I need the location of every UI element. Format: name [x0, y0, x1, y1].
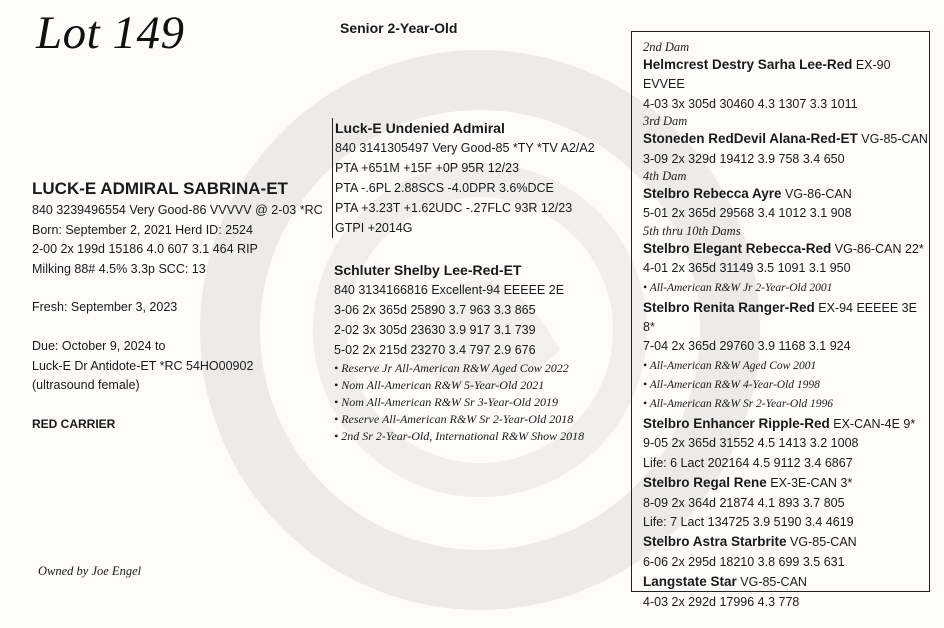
ancestor-name: Stelbro Rebecca Ayre: [643, 186, 782, 202]
ancestor-score: EX-CAN-4E 9*: [829, 416, 916, 431]
sire-line: PTA -.6PL 2.88SCS -4.0DPR 3.6%DCE: [335, 181, 554, 195]
class-label: Senior 2-Year-Old: [340, 20, 458, 36]
dam-honor: • Nom All-American R&W Sr 3-Year-Old 2019: [334, 395, 558, 409]
sire-line: 840 3141305497 Very Good-85 *TY *TV A2/A2: [335, 141, 595, 155]
ancestor-record: 8-09 2x 364d 21874 4.1 893 3.7 805: [643, 495, 845, 510]
ancestor-heading: [643, 55, 929, 95]
pedigree-box: [631, 31, 930, 609]
dam-honor: • 2nd Sr 2-Year-Old, International R&W Show 2018: [334, 429, 585, 443]
sire-line: PTA +3.23T +1.62UDC -.27FLC 93R 12/23: [335, 201, 573, 215]
dam-line: 5-02 2x 215d 23270 3.4 797 2.9 676: [334, 343, 536, 357]
ancestor-name: Stelbro Astra Starbrite: [643, 534, 787, 550]
ancestor-honor: • All-American R&W Jr 2-Year-Old 2001: [643, 281, 833, 294]
ancestor-score: VG-85-CAN: [857, 132, 928, 147]
section-label: 3rd Dam: [643, 114, 688, 129]
ancestor-record: 4-01 2x 365d 31149 3.5 1091 3.1 950: [643, 261, 851, 276]
dam-name: Schluter Shelby Lee-Red-ET: [334, 262, 522, 278]
section-label: 2nd Dam: [643, 40, 690, 54]
ancestor-honor: • All-American R&W Sr 2-Year-Old 1996: [643, 397, 834, 410]
dam-line: 2-02 3x 305d 23630 3.9 917 3.1 739: [334, 323, 536, 337]
ancestor-score: EX-94 EEEEE 3E 8*: [643, 300, 917, 335]
ancestor-heading: [643, 239, 929, 259]
ancestor-honor: • All-American R&W Aged Cow 2001: [643, 359, 817, 372]
dam-line: 840 3134166816 Excellent-94 EEEEE 2E: [334, 283, 565, 297]
subject-block: [32, 177, 332, 434]
ancestor-heading: [643, 532, 929, 552]
ancestor-name: Stelbro Elegant Rebecca-Red: [643, 240, 832, 256]
ancestor-name: Helmcrest Destry Sarha Lee-Red: [643, 57, 853, 72]
subject-line: Born: September 2, 2021 Herd ID: 2524: [32, 222, 253, 237]
dam-honor: • Reserve All-American R&W Sr 2-Year-Old 2018: [334, 412, 574, 426]
ancestor-heading: [643, 414, 929, 434]
ancestor-record: 6-06 2x 295d 18210 3.8 699 3.5 631: [643, 554, 845, 569]
sire-line: GTPI +2014G: [335, 221, 413, 235]
ancestor-name: Stelbro Renita Ranger-Red: [643, 299, 815, 315]
ancestor-score: VG-86-CAN 22*: [831, 241, 924, 256]
ancestor-heading: [643, 184, 929, 204]
sire-line: PTA +651M +15F +0P 95R 12/23: [335, 161, 520, 175]
dam-block: [334, 260, 629, 445]
lot-number: Lot 149: [36, 7, 185, 59]
carrier-status: RED CARRIER: [32, 416, 116, 431]
ancestor-record: 5-01 2x 365d 29568 3.4 1012 3.1 908: [643, 206, 852, 221]
ancestor-name: Stoneden RedDevil Alana-Red-ET: [643, 131, 858, 147]
ancestor-record: 9-05 2x 365d 31552 4.5 1413 3.2 1008: [643, 436, 859, 451]
sire-block: [332, 118, 630, 238]
owner-credit: Owned by Joe Engel: [38, 564, 142, 578]
ancestor-heading: [643, 572, 929, 592]
subject-line: Milking 88# 4.5% 3.3p SCC: 13: [32, 261, 206, 276]
ancestor-name: Stelbro Regal Rene: [643, 475, 767, 491]
ancestor-record: 4-03 3x 305d 30460 4.3 1307 3.3 1011: [643, 96, 858, 111]
section-label: 4th Dam: [643, 169, 687, 184]
ancestor-heading: [643, 298, 929, 338]
ancestor-record: 7-04 2x 365d 29760 3.9 1168 3.1 924: [643, 339, 851, 354]
ancestor-record: 4-03 2x 292d 17996 4.3 778: [643, 594, 800, 609]
ancestor-score: EX-90 EVVEE: [643, 58, 891, 92]
subject-line: 840 3239496554 Very Good-86 VVVVV @ 2-03 *RC: [32, 203, 323, 217]
ancestor-heading: [643, 473, 929, 493]
section-label: 5th thru 10th Dams: [643, 223, 741, 238]
ancestor-name: Langstate Star: [643, 574, 737, 590]
ancestor-score: VG-85-CAN: [736, 575, 807, 590]
ancestor-record: Life: 7 Lact 134725 3.9 5190 3.4 4619: [643, 514, 854, 529]
ancestor-name: Stelbro Enhancer Ripple-Red: [643, 415, 830, 431]
ancestor-heading: [643, 129, 929, 149]
ancestor-score: VG-85-CAN: [786, 535, 857, 550]
ancestor-record: Life: 6 Lact 202164 4.5 9112 3.4 6867: [643, 455, 853, 470]
due-line: Due: October 9, 2024 to: [32, 338, 166, 353]
dam-honor: • Nom All-American R&W 5-Year-Old 2021: [334, 378, 545, 392]
sire-name: Luck-E Undenied Admiral: [335, 120, 505, 136]
fresh-date: Fresh: September 3, 2023: [32, 300, 178, 315]
ancestor-honor: • All-American R&W 4-Year-Old 1998: [643, 378, 820, 391]
ancestor-score: EX-3E-CAN 3*: [766, 476, 853, 491]
due-line: (ultrasound female): [32, 378, 140, 393]
dam-honor: • Reserve Jr All-American R&W Aged Cow 2022: [334, 361, 569, 375]
dam-line: 3-06 2x 365d 25890 3.7 963 3.3 865: [334, 303, 536, 317]
subject-name: LUCK-E ADMIRAL SABRINA-ET: [32, 179, 288, 198]
ancestor-score: VG-86-CAN: [781, 187, 852, 202]
deep-ancestor-list: [643, 239, 929, 612]
due-line: Luck-E Dr Antidote-ET *RC 54HO00902: [32, 358, 254, 373]
subject-line: 2-00 2x 199d 15186 4.0 607 3.1 464 RIP: [32, 242, 258, 257]
ancestor-record: 3-09 2x 329d 19412 3.9 758 3.4 650: [643, 151, 845, 166]
